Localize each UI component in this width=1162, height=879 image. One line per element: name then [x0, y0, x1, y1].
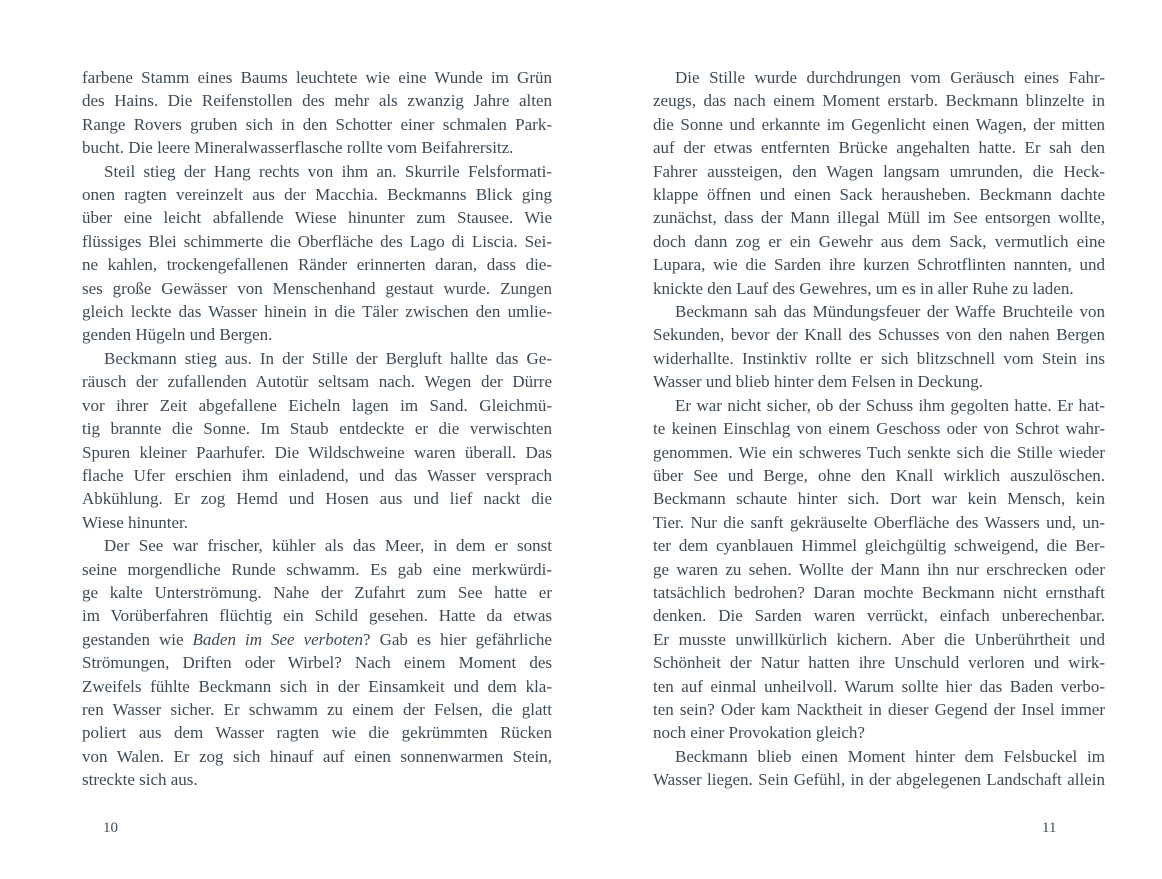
text-line: Beckmann sah das Mündungsfeuer der Waffe Bruchteile von: [675, 302, 1105, 322]
text-line: Spuren kleiner Paarhufer. Die Wildschweine waren überall. Das: [82, 442, 552, 462]
text-line: Beckmann schaute hinter sich. Dort war kein Mensch, kein: [653, 489, 1105, 509]
text-line: vor ihrer Zeit abgefallene Eicheln lagen im Sand. Gleichmü-: [82, 395, 552, 415]
text-line: im Vorüberfahren flüchtig ein Schild gesehen. Hatte da etwas: [82, 606, 552, 626]
text-line: onen ragten vereinzelt aus der Macchia. Beckmanns Blick ging: [82, 185, 552, 205]
text-line: Wasser liegen. Sein Gefühl, in der abgelegenen Landschaft allein: [653, 770, 1105, 790]
text-line: Beckmann stieg aus. In der Stille der Bergluft hallte das Ge-: [104, 348, 552, 368]
text-line: die Sonne und erkannte im Gegenlicht einen Wagen, der mitten: [653, 114, 1105, 134]
text-line: streckte sich aus.: [82, 770, 198, 790]
text-line: Er musste unwillkürlich kichern. Aber die Unberührtheit und: [653, 629, 1105, 649]
text-line: ses große Gewässer von Menschenhand gestaut wurde. Zungen: [82, 278, 552, 298]
text-line: genden Hügeln und Bergen.: [82, 325, 273, 345]
text-line: Steil stieg der Hang rechts von ihm an. Skurrile Felsformati-: [104, 161, 552, 181]
text-line: tatsächlich bedrohen? Daran mochte Beckmann nicht ernsthaft: [653, 582, 1105, 602]
text-line: auf der etwas entfernten Brücke angehalten hatte. Er sah den: [653, 138, 1105, 158]
text-line: ren Wasser sicher. Er schwamm zu einem der Felsen, die glatt: [82, 699, 552, 719]
text-line: Der See war frischer, kühler als das Meer, in dem er sonst: [104, 536, 552, 556]
page-right: [581, 0, 1162, 879]
text-line: von Walen. Er zog sich hinauf auf einen sonnenwarmen Stein,: [82, 746, 552, 766]
text-line: zeugs, das nach einem Moment erstarb. Beckmann blinzelte in: [653, 91, 1105, 111]
text-line: Fahrer aussteigen, den Wagen langsam umrunden, die Heck-: [653, 161, 1105, 181]
page-number-left: 10: [103, 820, 118, 836]
text-line: genommen. Wie ein schweres Tuch senkte sich die Stille wieder: [653, 442, 1105, 462]
text-line: ne kahlen, trockengefallenen Ränder erinnerten daran, dass die-: [82, 255, 552, 275]
page-left-text-column: [82, 66, 552, 792]
text-line: tig brannte die Sonne. Im Staub entdeckte er die verwischten: [82, 419, 552, 439]
text-line: poliert aus dem Wasser ragten wie die gekrümmten Rücken: [82, 723, 552, 743]
text-line: flache Ufer erschien ihm einladend, und das Wasser versprach: [82, 465, 552, 485]
text-line: Er war nicht sicher, ob der Schuss ihm gegolten hatte. Er hat-: [675, 395, 1105, 415]
text-line: ge kalte Unterströmung. Nahe der Zufahrt zum See hatte er: [82, 582, 552, 602]
text-line: ten sein? Oder kam Nacktheit in dieser Gegend der Insel immer: [653, 699, 1105, 719]
text-line: Range Rovers gruben sich in den Schotter einer schmalen Park-: [82, 114, 552, 134]
text-line: über eine leicht abfallende Wiese hinunter zum Stausee. Wie: [82, 208, 552, 228]
text-line: Lupara, wie die Sarden ihre kurzen Schrotflinten nannten, und: [653, 255, 1105, 275]
text-line: Sekunden, bevor der Knall des Schusses von den nahen Bergen: [653, 325, 1105, 345]
text-line: Tier. Nur die sanft gekräuselte Oberfläche des Wassers und, un-: [653, 512, 1105, 532]
text-line: Wasser und blieb hinter dem Felsen in Deckung.: [653, 372, 984, 392]
text-line: Die Stille wurde durchdrungen vom Geräusch eines Fahr-: [675, 68, 1105, 87]
page-right-text-column: [653, 66, 1105, 792]
text-line: gleich leckte das Wasser hinein in die Täler zwischen den umlie-: [82, 302, 552, 322]
text-line: gestanden wie Baden im See verboten? Gab es hier gefährliche: [82, 629, 552, 649]
text-line: farbene Stamm eines Baums leuchtete wie eine Wunde im Grün: [82, 68, 552, 87]
text-line: des Hains. Die Reifenstollen des mehr als zwanzig Jahre alten: [82, 91, 552, 111]
text-line: ter dem cyanblauen Himmel gleichgültig schweigend, die Ber-: [653, 536, 1105, 556]
text-line: ten auf einmal unheilvoll. Warum sollte hier das Baden verbo-: [653, 676, 1105, 696]
text-line: ge waren zu sehen. Wollte der Mann ihn nur erschrecken oder: [653, 559, 1105, 579]
italic-phrase: Baden im See verboten: [192, 629, 364, 649]
text-line: widerhallte. Instinktiv rollte er sich blitzschnell vom Stein ins: [653, 348, 1105, 368]
text-line: denken. Die Sarden waren verrückt, einfach unberechenbar.: [653, 606, 1105, 626]
text-line: doch dann zog er ein Gewehr aus dem Sack, vermutlich eine: [653, 231, 1105, 251]
text-line: Beckmann blieb einen Moment hinter dem Felsbuckel im: [675, 746, 1105, 766]
text-line: knickte den Lauf des Gewehres, um es in aller Ruhe zu laden.: [653, 278, 1074, 298]
text-line: bucht. Die leere Mineralwasserflasche rollte vom Beifahrersitz.: [82, 138, 514, 158]
text-line: flüssiges Blei schimmerte die Oberfläche des Lago di Liscia. Sei-: [82, 231, 552, 251]
text-line: zunächst, dass der Mann illegal Müll im See entsorgen wollte,: [653, 208, 1105, 228]
page-number-right: 11: [1042, 820, 1057, 836]
text-line: Zweifels fühlte Beckmann sich in der Einsamkeit und dem kla-: [82, 676, 552, 696]
text-line: noch einer Provokation gleich?: [653, 723, 865, 743]
text-line: Wiese hinunter.: [82, 512, 189, 532]
text-line: klappe öffnen und einen Sack herausheben. Beckmann dachte: [653, 185, 1105, 205]
text-line: Strömungen, Driften oder Wirbel? Nach einem Moment des: [82, 653, 552, 673]
text-line: Schönheit der Natur hatten ihre Unschuld verloren und wirk-: [653, 653, 1105, 673]
text-line: seine morgendliche Runde schwamm. Es gab eine merkwürdi-: [82, 559, 552, 579]
text-line: te keinen Einschlag von einem Geschoss oder von Schrot wahr-: [653, 419, 1105, 439]
text-line: räusch der zufallenden Autotür seltsam nach. Wegen der Dürre: [82, 372, 552, 392]
text-line: Abkühlung. Er zog Hemd und Hosen aus und lief nackt die: [82, 489, 552, 509]
text-line: über See und Berge, ohne den Knall wirklich auszulöschen.: [653, 465, 1105, 485]
